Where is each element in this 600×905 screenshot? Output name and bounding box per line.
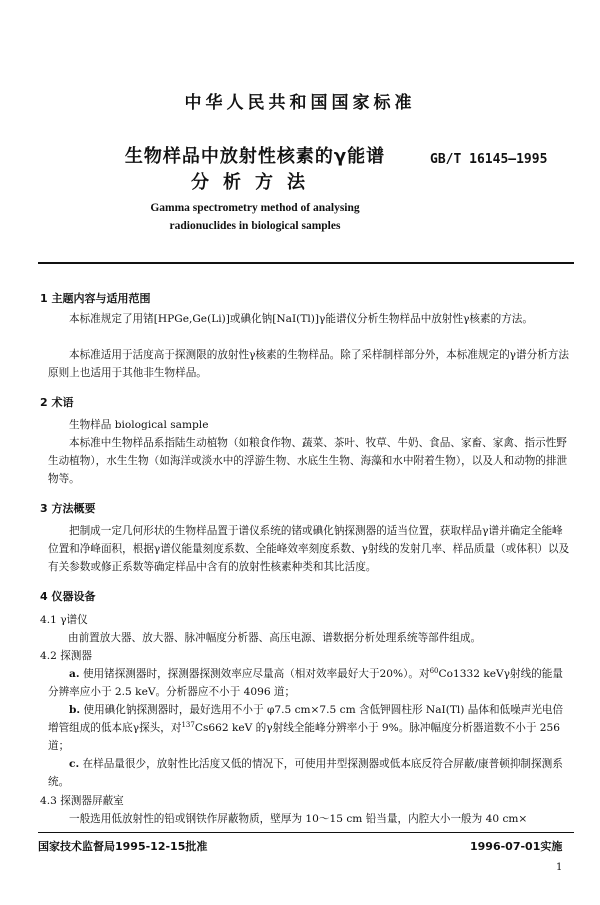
item-c-label: c. (69, 758, 80, 770)
item-a-superscript: 60 (429, 667, 439, 675)
term-entry: 生物样品 biological sample (69, 419, 209, 431)
standard-number: GB/T 16145—1995 (430, 152, 548, 167)
english-title-line1: Gamma spectrometry method of analysing (150, 202, 360, 214)
approval-date: 国家技术监督局1995-12-15批准 (38, 840, 208, 853)
item-c (48, 755, 570, 791)
item-a (48, 665, 570, 701)
item-c-text: 在样品量很少，放射性比活度又低的情况下，可使用井型探测器或低本底反符合屏蔽/康普顿抑制探测系统。 (48, 758, 563, 788)
document-title-line2: 分析方法 (191, 172, 319, 193)
subsection-4-3-paragraph: 一般选用低放射性的铅或钢铁作屏蔽物质，壁厚为 10～15 cm 铅当量，内腔大小一般为 40 cm× (69, 813, 528, 825)
item-a-label: a. (69, 668, 80, 680)
section-1-paragraph-2: 本标准适用于活度高于探测限的放射性γ核素的生物样品。除了采样制样部分外，本标准规定的γ谱分析方法原则上也适用于其他非生物样品。 (48, 349, 569, 379)
item-a-text-2: Co1332 keVγ射线的能量分辨率应小于 2.5 keV。分析器应不小于 4096 道； (48, 668, 563, 698)
section-1-paragraph-1: 本标准规定了用锗[HPGe,Ge(Li)]或碘化钠[NaI(Tl)]γ能谱仪分析生物样品中放射性γ核素的方法。 (69, 313, 533, 325)
subsection-4-2-heading: 4.2 探测器 (40, 650, 92, 662)
section-3-paragraph-1: 把制成一定几何形状的生物样品置于谱仪系统的锗或碘化钠探测器的适当位置，获取样品γ谱并确定全能峰位置和净峰面积，根据γ谱仪能量刻度系数、全能峰效率刻度系数、γ射线的发射几率、样品质量（或体积）以及有关参数或修正系数等确定样品中含有的放射性核素种类和其比活度。 (48, 525, 570, 573)
section-3-heading: 3 方法概要 (40, 502, 96, 515)
header-divider (38, 262, 574, 264)
page-number: 1 (556, 862, 563, 873)
subsection-4-1-heading: 4.1 γ谱仪 (40, 614, 88, 626)
section-4-heading: 4 仪器设备 (40, 590, 96, 603)
item-a-text-1: 使用锗探测器时，探测器探测效率应尽量高（相对效率最好大于20%）。对 (82, 668, 430, 680)
national-standard-label: 中华人民共和国国家标准 (184, 93, 416, 113)
item-b (48, 701, 570, 755)
section-1-heading: 1 主题内容与适用范围 (40, 292, 151, 305)
item-b-text-1: 使用碘化钠探测器时，最好选用不小于 φ7.5 cm×7.5 cm 含低钾圆柱形 NaI(Tl) 晶体和低噪声光电倍增管组成的低本底γ探头，对 (48, 704, 564, 734)
section-2-heading: 2 术语 (40, 396, 74, 409)
item-b-label: b. (69, 704, 81, 716)
english-title-line2: radionuclides in biological samples (169, 220, 341, 232)
subsection-4-3-heading: 4.3 探测器屏蔽室 (40, 795, 124, 807)
item-b-text-2: Cs662 keV 的γ射线全能峰分辨率小于 9%。脉冲幅度分析器道数不小于 256 道； (48, 722, 561, 752)
implementation-date: 1996-07-01实施 (470, 840, 563, 853)
item-b-superscript: 137 (181, 721, 195, 729)
section-2-paragraph-1: 本标准中生物样品系指陆生动植物（如粮食作物、蔬菜、茶叶、牧草、牛奶、食品、家畜、家禽、指示性野生动植物），水生生物（如海洋或淡水中的浮游生物、水底生生物、海藻和水中附着生物），以及人和动物的排泄物等。 (48, 437, 568, 485)
subsection-4-1-paragraph: 由前置放大器、放大器、脉冲幅度分析器、高压电源、谱数据分析处理系统等部件组成。 (68, 632, 482, 644)
document-title-line1: 生物样品中放射性核素的γ能谱 (124, 146, 386, 167)
footer-divider (38, 832, 574, 833)
